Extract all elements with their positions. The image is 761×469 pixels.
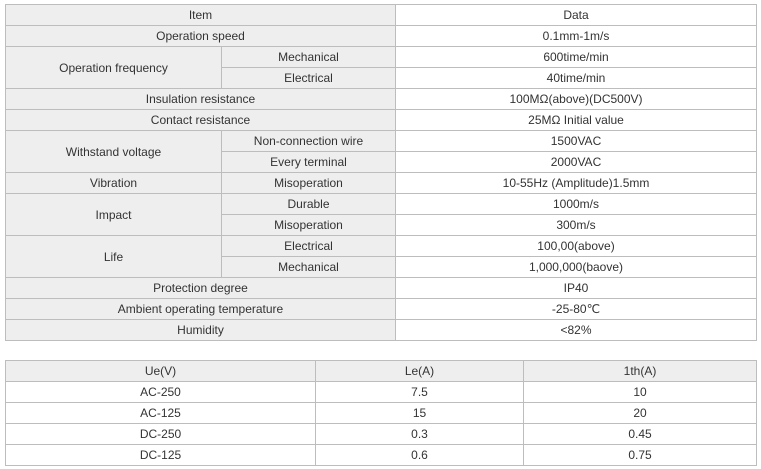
every-terminal-label: Every terminal <box>222 152 396 173</box>
non-connection-wire-value: 1500VAC <box>396 131 757 152</box>
le-header: Le(A) <box>316 361 524 382</box>
ambient-temperature-value: -25-80℃ <box>396 299 757 320</box>
ith-cell: 0.45 <box>524 424 757 445</box>
table-row <box>6 47 757 68</box>
operation-frequency-mechanical-value: 600time/min <box>396 47 757 68</box>
table-row <box>6 445 757 466</box>
ue-cell: AC-250 <box>6 382 316 403</box>
ue-cell: DC-125 <box>6 445 316 466</box>
operation-speed-value: 0.1mm-1m/s <box>396 26 757 47</box>
le-cell: 0.6 <box>316 445 524 466</box>
vibration-label: Vibration <box>6 173 222 194</box>
impact-durable-value: 1000m/s <box>396 194 757 215</box>
insulation-resistance-label: Insulation resistance <box>6 89 396 110</box>
header-item: Item <box>6 5 396 26</box>
operation-frequency-electrical-label: Electrical <box>222 68 396 89</box>
impact-misoperation-value: 300m/s <box>396 215 757 236</box>
ith-cell: 20 <box>524 403 757 424</box>
table-row <box>6 194 757 215</box>
table-row <box>6 320 757 341</box>
le-cell: 0.3 <box>316 424 524 445</box>
life-mechanical-label: Mechanical <box>222 257 396 278</box>
ue-header: Ue(V) <box>6 361 316 382</box>
table-row <box>6 299 757 320</box>
table-row <box>6 424 757 445</box>
vibration-misoperation-label: Misoperation <box>222 173 396 194</box>
le-cell: 7.5 <box>316 382 524 403</box>
insulation-resistance-value: 100MΩ(above)(DC500V) <box>396 89 757 110</box>
le-cell: 15 <box>316 403 524 424</box>
table-row <box>6 89 757 110</box>
ith-header: 1th(A) <box>524 361 757 382</box>
impact-label: Impact <box>6 194 222 236</box>
table-row <box>6 278 757 299</box>
impact-misoperation-label: Misoperation <box>222 215 396 236</box>
ith-cell: 0.75 <box>524 445 757 466</box>
vibration-value: 10-55Hz (Amplitude)1.5mm <box>396 173 757 194</box>
rating-table <box>5 360 757 466</box>
contact-resistance-label: Contact resistance <box>6 110 396 131</box>
every-terminal-value: 2000VAC <box>396 152 757 173</box>
life-electrical-label: Electrical <box>222 236 396 257</box>
life-electrical-value: 100,00(above) <box>396 236 757 257</box>
table-row <box>6 26 757 47</box>
ith-cell: 10 <box>524 382 757 403</box>
impact-durable-label: Durable <box>222 194 396 215</box>
protection-degree-label: Protection degree <box>6 278 396 299</box>
humidity-label: Humidity <box>6 320 396 341</box>
table-row <box>6 5 757 26</box>
ue-cell: DC-250 <box>6 424 316 445</box>
life-mechanical-value: 1,000,000(baove) <box>396 257 757 278</box>
life-label: Life <box>6 236 222 278</box>
operation-frequency-label: Operation frequency <box>6 47 222 89</box>
withstand-voltage-label: Withstand voltage <box>6 131 222 173</box>
table-row <box>6 382 757 403</box>
table-row <box>6 173 757 194</box>
table-row <box>6 110 757 131</box>
protection-degree-value: IP40 <box>396 278 757 299</box>
operation-frequency-mechanical-label: Mechanical <box>222 47 396 68</box>
contact-resistance-value: 25MΩ Initial value <box>396 110 757 131</box>
ambient-temperature-label: Ambient operating temperature <box>6 299 396 320</box>
header-data: Data <box>396 5 757 26</box>
table-header-row <box>6 361 757 382</box>
table-row <box>6 236 757 257</box>
non-connection-wire-label: Non-connection wire <box>222 131 396 152</box>
ue-cell: AC-125 <box>6 403 316 424</box>
humidity-value: <82% <box>396 320 757 341</box>
specification-table <box>5 4 757 341</box>
table-row <box>6 403 757 424</box>
table-row <box>6 131 757 152</box>
operation-frequency-electrical-value: 40time/min <box>396 68 757 89</box>
operation-speed-label: Operation speed <box>6 26 396 47</box>
